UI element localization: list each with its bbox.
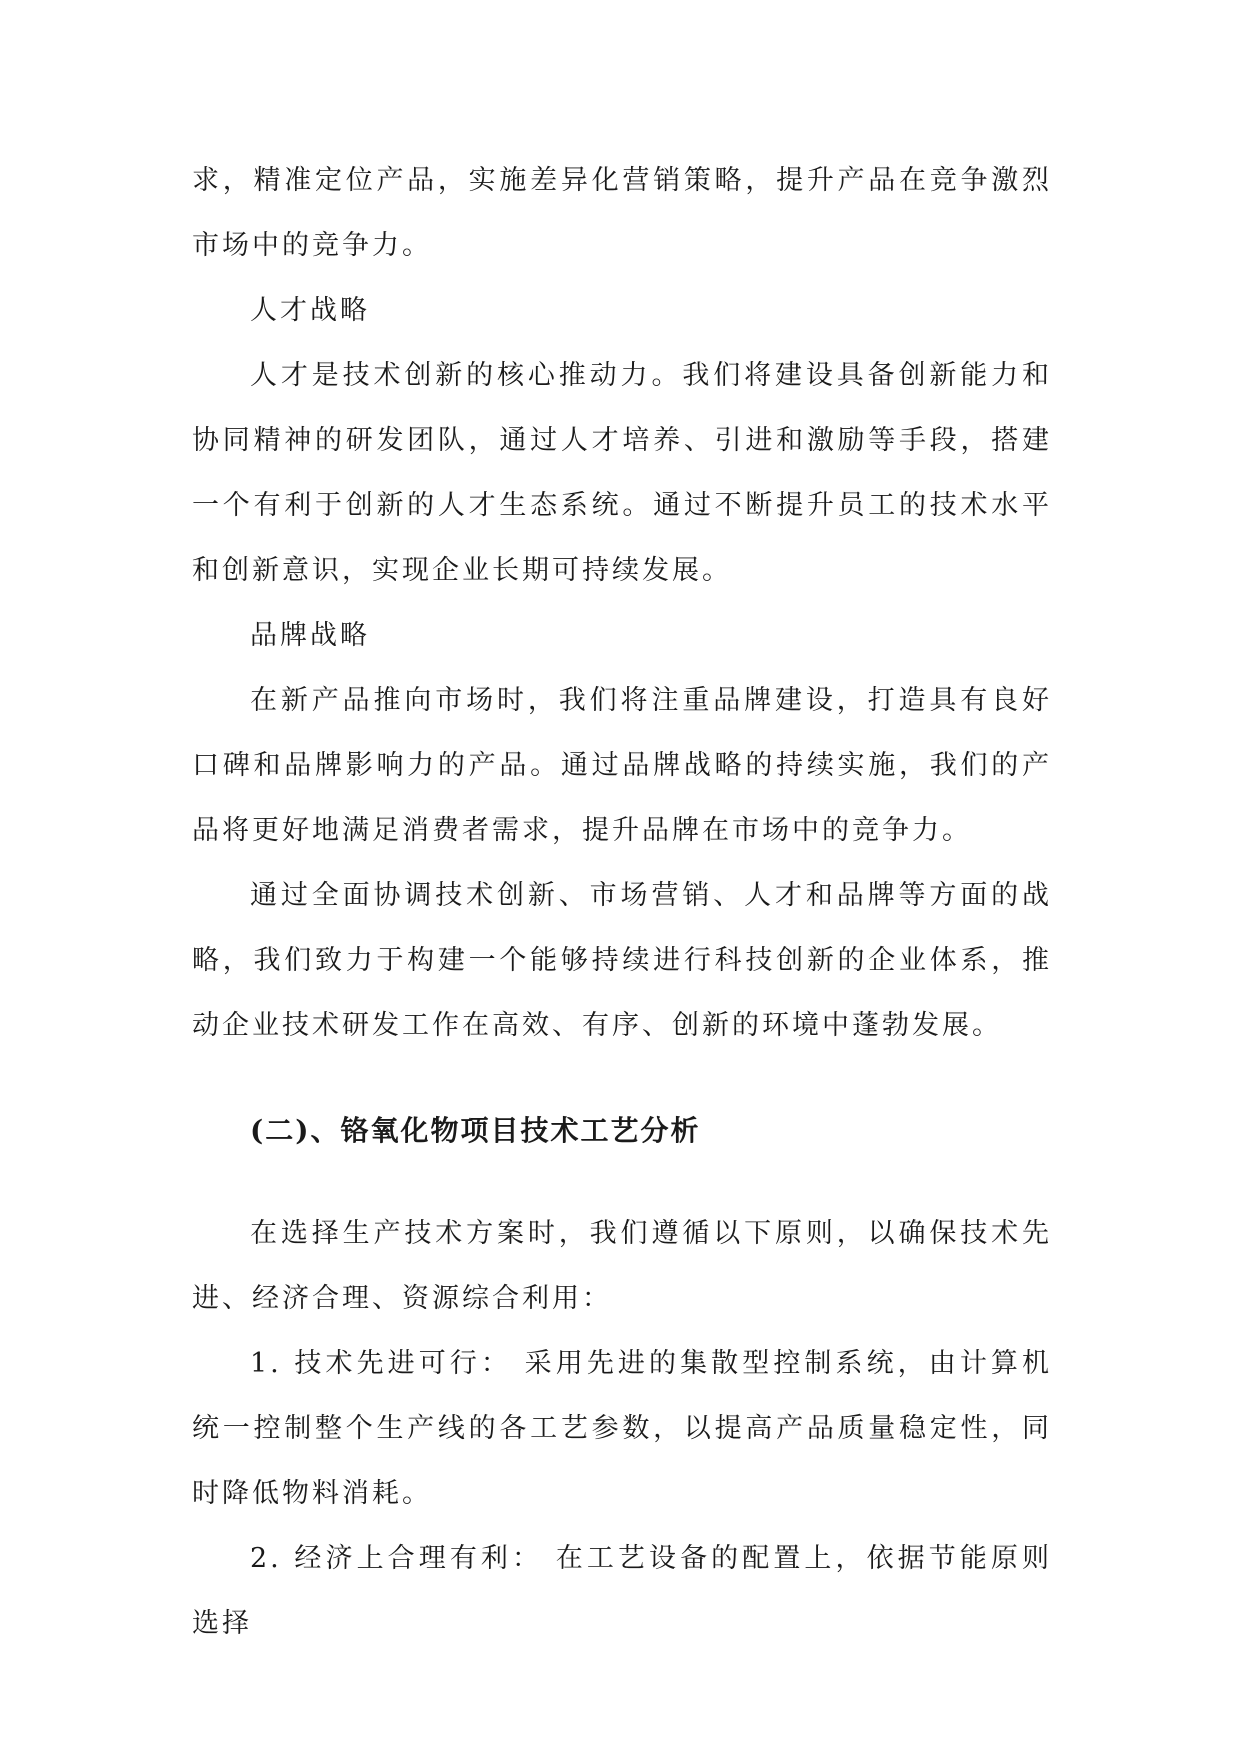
subheading-talent-strategy: 人才战略 — [250, 295, 370, 326]
paragraph-principles-intro: 在选择生产技术方案时，我们遵循以下原则，以确保技术先进、经济合理、资源综合利用： — [192, 1218, 1052, 1314]
paragraph-continuation: 求，精准定位产品，实施差异化营销策略，提升产品在竞争激烈市场中的竞争力。 — [192, 165, 1052, 261]
paragraph-summary: 通过全面协调技术创新、市场营销、人才和品牌等方面的战略，我们致力于构建一个能够持续进行科技创新的企业体系，推动企业技术研发工作在高效、有序、创新的环境中蓬勃发展。 — [192, 880, 1052, 1041]
paragraph-talent: 人才是技术创新的核心推动力。我们将建设具备创新能力和协同精神的研发团队，通过人才培养、引进和激励等手段，搭建一个有利于创新的人才生态系统。通过不断提升员工的技术水平和创新意识，实现企业长期可持续发展。 — [192, 360, 1052, 586]
subheading-brand-strategy: 品牌战略 — [250, 620, 370, 651]
document-body — [192, 148, 1052, 1656]
paragraph-brand: 在新产品推向市场时，我们将注重品牌建设，打造具有良好口碑和品牌影响力的产品。通过品牌战略的持续实施，我们的产品将更好地满足消费者需求，提升品牌在市场中的竞争力。 — [192, 685, 1052, 846]
list-item-2: 2. 经济上合理有利： 在工艺设备的配置上，依据节能原则选择 — [192, 1543, 1052, 1639]
list-item-1: 1. 技术先进可行： 采用先进的集散型控制系统，由计算机统一控制整个生产线的各工艺参数，以提高产品质量稳定性，同时降低物料消耗。 — [192, 1348, 1052, 1509]
section-heading: (二)、铬氧化物项目技术工艺分析 — [250, 1114, 701, 1147]
